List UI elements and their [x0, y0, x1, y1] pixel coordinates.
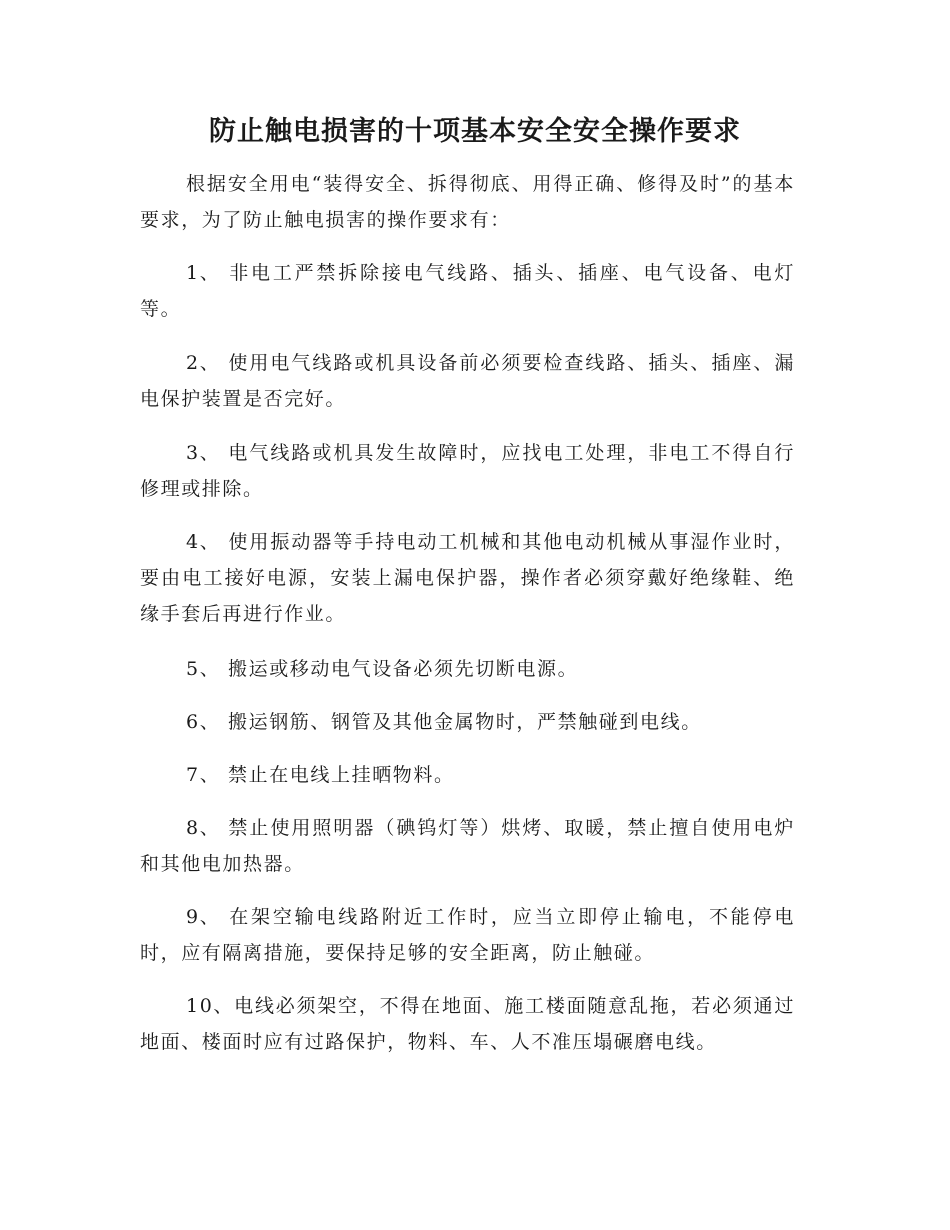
item-number: 5、	[186, 658, 221, 680]
list-item	[140, 255, 795, 327]
intro-paragraph: 根据安全用电“装得安全、拆得彻底、用得正确、修得及时”的基本要求，为了防止触电损害的操作要求有：	[140, 173, 795, 231]
item-text: 电气线路或机具发生故障时，应找电工处理，非电工不得自行修理或排除。	[140, 442, 795, 500]
document-title: 防止触电损害的十项基本安全安全操作要求	[209, 116, 741, 147]
item-number: 6、	[186, 711, 221, 733]
list-item	[140, 810, 795, 882]
item-number: 2、	[186, 352, 221, 374]
item-number: 3、	[186, 442, 221, 464]
item-text: 电线必须架空，不得在地面、施工楼面随意乱拖，若必须通过地面、楼面时应有过路保护，物料、车、人不准压塌碾磨电线。	[140, 995, 795, 1053]
item-number: 9、	[186, 906, 221, 928]
list-item	[140, 899, 795, 971]
item-text: 搬运或移动电气设备必须先切断电源。	[228, 658, 579, 680]
item-number: 10、	[186, 995, 234, 1017]
item-text: 搬运钢筋、钢管及其他金属物时，严禁触碰到电线。	[228, 711, 702, 733]
list-item	[140, 524, 795, 632]
list-item	[140, 704, 795, 740]
list-item	[140, 757, 795, 793]
list-item	[140, 988, 795, 1060]
item-text: 非电工严禁拆除接电气线路、插头、插座、电气设备、电灯等。	[140, 262, 795, 320]
item-number: 8、	[186, 817, 221, 839]
item-text: 在架空输电线路附近工作时，应当立即停止输电，不能停电时，应有隔离措施，要保持足够的安全距离，防止触碰。	[140, 906, 795, 964]
item-number: 4、	[186, 531, 221, 553]
item-text: 使用电气线路或机具设备前必须要检查线路、插头、插座、漏电保护装置是否完好。	[140, 352, 795, 410]
list-item	[140, 651, 795, 687]
item-text: 使用振动器等手持电动工机械和其他电动机械从事湿作业时，要由电工接好电源，安装上漏电保护器，操作者必须穿戴好绝缘鞋、绝缘手套后再进行作业。	[140, 531, 795, 625]
item-number: 7、	[186, 764, 221, 786]
item-text: 禁止使用照明器（碘钨灯等）烘烤、取暖，禁止擅自使用电炉和其他电加热器。	[140, 817, 795, 875]
item-number: 1、	[186, 262, 221, 284]
list-item	[140, 435, 795, 507]
item-text: 禁止在电线上挂晒物料。	[228, 764, 455, 786]
list-item	[140, 345, 795, 417]
